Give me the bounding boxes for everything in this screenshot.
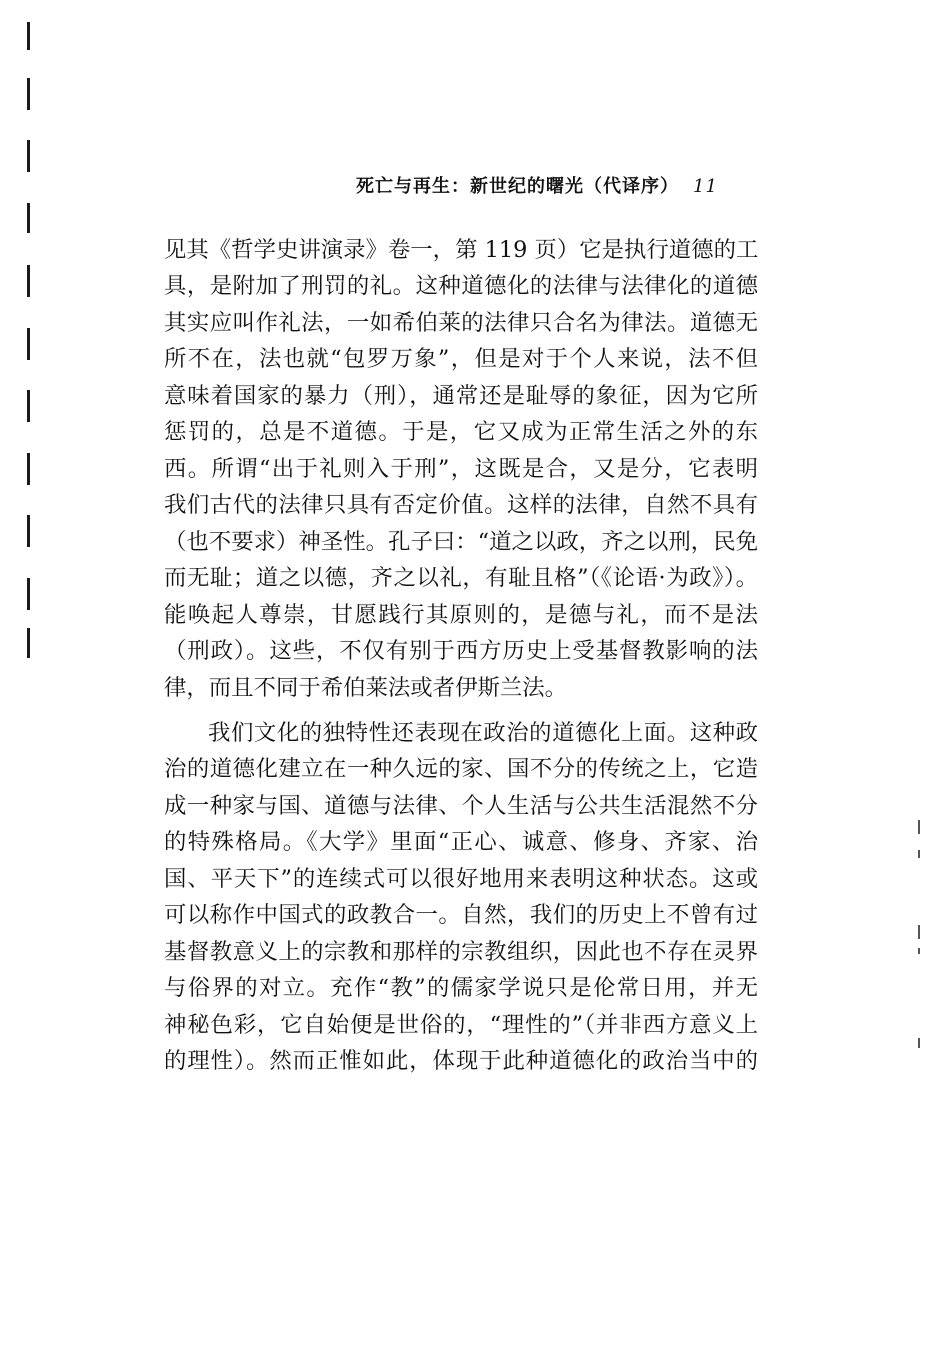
text-line: 所不在，法也就“包罗万象”，但是对于个人来说，法不但	[164, 346, 758, 372]
text-line: 见其《哲学史讲演录》卷一，第 119 页）它是执行道德的工	[164, 237, 759, 263]
text-line: 国、平天下”的连续式可以很好地用来表明这种状态。这或	[164, 866, 758, 892]
text-line: 意味着国家的暴力（刑），通常还是耻辱的象征，因为它所	[164, 383, 758, 409]
header-title: 死亡与再生：新世纪的曙光（代译序）	[356, 176, 679, 197]
text-line: （也不要求）神圣性。孔子曰：“道之以政，齐之以刑，民免	[164, 529, 758, 555]
scan-mark	[27, 203, 30, 233]
text-line: 具，是附加了刑罚的礼。这种道德化的法律与法律化的道德	[164, 273, 758, 299]
text-line: 与俗界的对立。充作“教”的儒家学说只是伦常日用，并无	[164, 975, 758, 1001]
scan-mark	[27, 265, 30, 297]
text-line: 其实应叫作礼法，一如希伯莱的法律只合名为律法。道德无	[164, 310, 758, 336]
text-line: 能唤起人尊崇，甘愿践行其原则的，是德与礼，而不是法	[164, 602, 758, 628]
text-line: 基督教意义上的宗教和那样的宗教组织，因此也不存在灵界	[164, 939, 758, 965]
scan-mark	[27, 78, 30, 110]
scan-mark	[27, 578, 30, 610]
scan-speck	[918, 925, 920, 939]
running-header	[356, 172, 756, 202]
scan-mark	[27, 22, 30, 50]
text-line: 西。所谓“出于礼则入于刑”，这既是合，又是分，它表明	[164, 456, 758, 482]
text-line: 律，而且不同于希伯莱法或者伊斯兰法。	[164, 675, 568, 701]
text-line: 成一种家与国、道德与法律、个人生活与公共生活混然不分	[164, 793, 758, 819]
text-line: 可以称作中国式的政教合一。自然，我们的历史上不曾有过	[164, 902, 758, 928]
scan-mark	[27, 453, 30, 485]
scan-speck	[918, 850, 920, 858]
text-line: 治的道德化建立在一种久远的家、国不分的传统之上，它造	[164, 756, 758, 782]
text-line-paragraph-start: 我们文化的独特性还表现在政治的道德化上面。这种政	[208, 720, 758, 746]
scan-mark	[27, 628, 30, 658]
text-line: 的特殊格局。《大学》里面“正心、诚意、修身、齐家、治	[164, 829, 758, 855]
text-line: 神秘色彩，它自始便是世俗的，“理性的”（并非西方意义上	[164, 1012, 758, 1038]
scan-speck	[918, 1038, 920, 1048]
text-line: 的理性）。然而正惟如此，体现于此种道德化的政治当中的	[164, 1048, 758, 1074]
scan-mark	[27, 140, 30, 172]
text-line: （刑政）。这些，不仅有别于西方历史上受基督教影响的法	[164, 638, 758, 664]
scan-mark	[27, 328, 30, 360]
text-line: 而无耻；道之以德，齐之以礼，有耻且格”（《论语·为政》）。	[164, 565, 758, 591]
text-line: 我们古代的法律只具有否定价值。这样的法律，自然不具有	[164, 492, 758, 518]
scan-speck	[918, 820, 920, 834]
scan-mark	[27, 390, 30, 422]
text-line: 惩罚的，总是不道德。于是，它又成为正常生活之外的东	[164, 419, 758, 445]
page-number: 11	[693, 176, 718, 197]
scan-mark	[27, 515, 30, 547]
scan-speck	[918, 948, 920, 954]
